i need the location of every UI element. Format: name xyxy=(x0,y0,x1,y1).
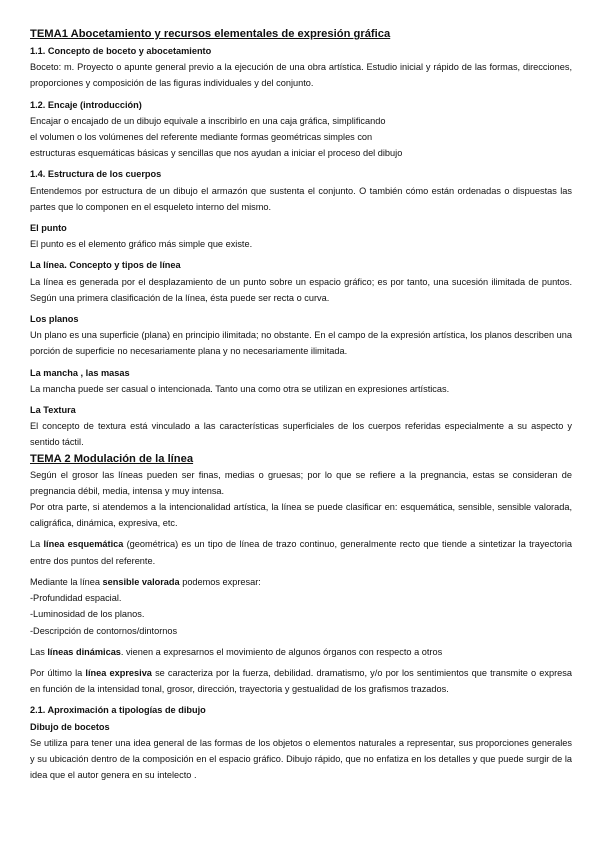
term-linea-esquematica: línea esquemática xyxy=(43,539,124,550)
textura-heading: La Textura xyxy=(30,405,76,416)
tema2-paragraph-esquematica: La línea esquemática (geométrica) es un tipo de línea de trazo continuo, generalmente recto que tiende a sintetizar la trayectoria entre dos puntos del referente. xyxy=(30,539,572,566)
dibujo-bocetos-text: Se utiliza para tener una idea general de las formas de los objetos o elementos naturales a representar, sus proporciones generales y su ubicación dentro de la composición en el espacio gráfico. Dibujo rápido, que no enfatiza en los detalles y que puede surgir de la idea que el autor genera en su intelecto . xyxy=(30,737,572,781)
list-item: -Profundidad espacial. xyxy=(30,593,122,604)
section-1-4-text: Entendemos por estructura de un dibujo el armazón que sustenta el conjunto. O también cómo están ordenadas o dispuestas las partes que lo componen en el esqueleto interno del mismo. xyxy=(30,185,572,212)
tema2-paragraph-dinamicas: Las líneas dinámicas. vienen a expresarnos el movimiento de algunos órganos con respecto a otros xyxy=(30,646,443,657)
tema2-paragraph-sensible: Mediante la línea sensible valorada podemos expresar: xyxy=(30,576,261,587)
sensible-valorada-list xyxy=(30,590,572,639)
section-2-1-heading: 2.1. Aproximación a tipologías de dibujo xyxy=(30,705,206,716)
term-linea-expresiva: línea expresiva xyxy=(85,667,152,678)
section-1-2-line: Encajar o encajado de un dibujo equivale a inscribirlo en una caja gráfica, simplificando xyxy=(30,115,386,126)
tema2-title: TEMA 2 Modulación de la línea xyxy=(30,452,194,465)
tema2-paragraph-grosor: Según el grosor las líneas pueden ser finas, medias o gruesas; por lo que se refiere a la pregnancia, estas se consideran de pregnancia débil, media, intensa y muy intensa. xyxy=(30,469,572,496)
mancha-heading: La mancha , las masas xyxy=(30,367,130,378)
section-1-2-text xyxy=(30,113,572,162)
textura-text: El concepto de textura está vinculado a las características superficiales de los cuerpos referidas especialmente a su aspecto y sentido táctil. xyxy=(30,421,572,448)
term-sensible-valorada: sensible valorada xyxy=(102,576,180,587)
planos-text: Un plano es una superficie (plana) en principio ilimitada; no obstante. En el campo de la expresión artística, los planos describen una porción de superficie no necesariamente plana y no necesariamente ilimitada. xyxy=(30,330,572,357)
linea-heading: La línea. Concepto y tipos de línea xyxy=(30,260,181,271)
section-1-4-heading: 1.4. Estructura de los cuerpos xyxy=(30,169,162,180)
punto-text: El punto es el elemento gráfico más simple que existe. xyxy=(30,239,253,250)
section-1-2-heading: 1.2. Encaje (introducción) xyxy=(30,99,142,110)
list-item: -Descripción de contornos/dintornos xyxy=(30,625,178,636)
tema2-paragraph-intencionalidad: Por otra parte, si atendemos a la intencionalidad artística, la línea se puede clasificar en: esquemática, sensible, sensible valorada, caligráfica, dinámica, expresiva, etc. xyxy=(30,502,572,529)
dibujo-bocetos-heading: Dibujo de bocetos xyxy=(30,721,110,732)
planos-heading: Los planos xyxy=(30,314,79,325)
tema1-title: TEMA1 Abocetamiento y recursos elementales de expresión gráfica xyxy=(30,28,391,40)
section-1-1-text: Boceto: m. Proyecto o apunte general previo a la ejecución de una obra artística. Estudio inicial y rápido de las formas, direcciones, proporciones y composición de las figuras individuales y del conjunto. xyxy=(30,62,572,89)
section-1-2-line: el volumen o los volúmenes del referente mediante formas geométricas simples con xyxy=(30,132,373,143)
section-1-2-line: estructuras esquemáticas básicas y sencillas que nos ayudan a iniciar el proceso del dibujo xyxy=(30,148,403,159)
punto-heading: El punto xyxy=(30,223,67,234)
linea-text: La línea es generada por el desplazamiento de un punto sobre un espacio gráfico; es por tanto, una sucesión ilimitada de puntos. Según una primera clasificación de la línea, ésta puede ser recta o curva. xyxy=(30,276,572,303)
term-lineas-dinamicas: líneas dinámicas xyxy=(47,646,121,657)
section-1-1-heading: 1.1. Concepto de boceto y abocetamiento xyxy=(30,46,212,56)
tema2-paragraph-expresiva: Por último la línea expresiva se caracteriza por la fuerza, debilidad. dramatismo, y/o por los sentimientos que transmite o expresa en función de la intensidad tonal, grosor, dirección, trayectoria y gestualidad de los grafismos trazados. xyxy=(30,667,572,695)
list-item: -Luminosidad de los planos. xyxy=(30,609,145,620)
mancha-text: La mancha puede ser casual o intencionada. Tanto una como otra se utilizan en expresiones artísticas. xyxy=(30,383,450,394)
